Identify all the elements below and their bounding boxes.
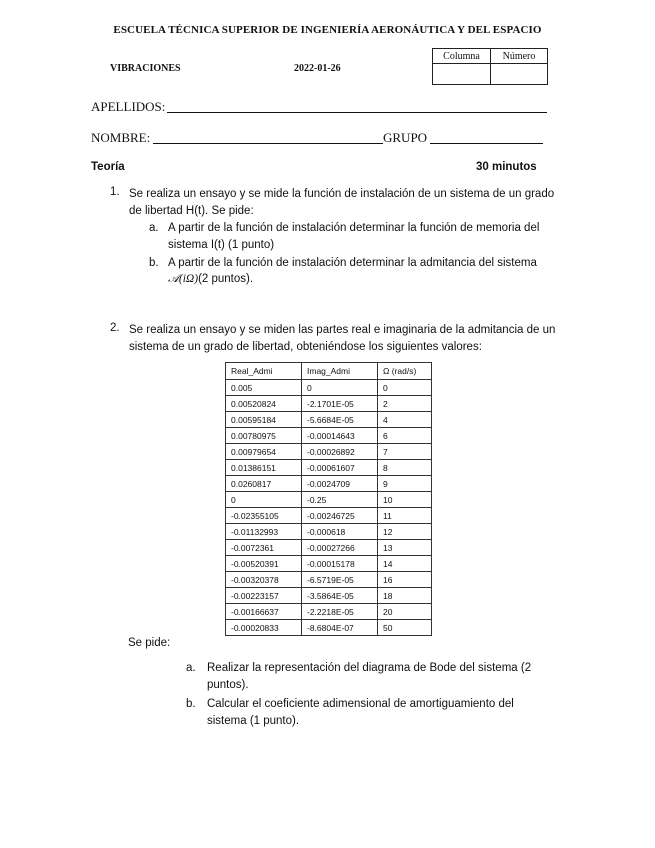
q2-line1: Se realiza un ensayo y se miden las partes real e imaginaria de la admitancia de un: [129, 324, 556, 336]
cell-imag: -8.6804E-07: [302, 620, 378, 636]
cell-real: 0.00520824: [226, 396, 302, 412]
cell-omega: 7: [378, 444, 432, 460]
cell-imag: -5.6684E-05: [302, 412, 378, 428]
cell-imag: -0.00015178: [302, 556, 378, 572]
table-row: [226, 460, 432, 476]
table-row: [226, 444, 432, 460]
table-row: [226, 380, 432, 396]
cell-omega: 2: [378, 396, 432, 412]
columna-numero-box: [432, 48, 548, 85]
cell-omega: 6: [378, 428, 432, 444]
cell-real: 0.0260817: [226, 476, 302, 492]
q2-line2: sistema de un grado de libertad, obteniéndose los siguientes valores:: [129, 341, 482, 353]
q1a-line1: A partir de la función de instalación determinar la función de memoria del: [168, 222, 540, 234]
cell-imag: -3.5864E-05: [302, 588, 378, 604]
table-row: [226, 588, 432, 604]
cell-real: -0.00320378: [226, 572, 302, 588]
cell-omega: 18: [378, 588, 432, 604]
cell-omega: 12: [378, 524, 432, 540]
exam-date: 2022-01-26: [294, 63, 341, 74]
header-imag: Imag_Admi: [302, 363, 378, 380]
cell-real: -0.00223157: [226, 588, 302, 604]
admittance-table: [225, 362, 432, 636]
columna-label: Columna: [433, 49, 491, 64]
cell-real: -0.01132993: [226, 524, 302, 540]
cell-omega: 4: [378, 412, 432, 428]
cell-imag: -0.00027266: [302, 540, 378, 556]
cell-real: 0.00780975: [226, 428, 302, 444]
cell-omega: 20: [378, 604, 432, 620]
table-row: [226, 604, 432, 620]
table-row: [226, 508, 432, 524]
table-row: [226, 620, 432, 636]
table-row: [226, 492, 432, 508]
cell-omega: 10: [378, 492, 432, 508]
header-omega: Ω (rad/s): [378, 363, 432, 380]
grupo-label: GRUPO: [383, 130, 428, 145]
q2b-letter: b.: [186, 698, 196, 710]
columna-field[interactable]: [433, 64, 491, 85]
q1a-letter: a.: [149, 222, 159, 234]
q2a-line2: puntos).: [207, 679, 249, 691]
cell-real: 0.00979654: [226, 444, 302, 460]
table-row: [226, 524, 432, 540]
table-row: [226, 476, 432, 492]
numero-field[interactable]: [491, 64, 548, 85]
cell-real: 0.005: [226, 380, 302, 396]
q1b-points: (2 puntos).: [198, 273, 254, 285]
cell-imag: -2.1701E-05: [302, 396, 378, 412]
numero-label: Número: [491, 49, 548, 64]
cell-omega: 11: [378, 508, 432, 524]
q1a-line2: sistema I(t) (1 punto): [168, 239, 275, 251]
cell-real: 0.01386151: [226, 460, 302, 476]
cell-real: -0.02355105: [226, 508, 302, 524]
q2b-line2: sistema (1 punto).: [207, 715, 300, 727]
cell-omega: 8: [378, 460, 432, 476]
q2a-line1: Realizar la representación del diagrama de Bode del sistema (2: [207, 662, 532, 674]
cell-imag: -0.00246725: [302, 508, 378, 524]
cell-omega: 13: [378, 540, 432, 556]
table-header-row: [226, 363, 432, 380]
apellidos-label: APELLIDOS:: [91, 99, 166, 114]
nombre-field[interactable]: [153, 143, 383, 144]
cell-omega: 14: [378, 556, 432, 572]
cell-real: 0.00595184: [226, 412, 302, 428]
cell-imag: 0: [302, 380, 378, 396]
q1-number: 1.: [110, 186, 120, 198]
cell-real: -0.00020833: [226, 620, 302, 636]
table-row: [226, 572, 432, 588]
cell-imag: -6.5719E-05: [302, 572, 378, 588]
q1b-letter: b.: [149, 257, 159, 269]
cell-omega: 9: [378, 476, 432, 492]
cell-real: -0.00166637: [226, 604, 302, 620]
cell-real: -0.00520391: [226, 556, 302, 572]
section-title: Teoría: [91, 161, 125, 173]
q2b-line1: Calcular el coeficiente adimensional de amortiguamiento del: [207, 698, 514, 710]
cell-real: -0.0072361: [226, 540, 302, 556]
subject-title: VIBRACIONES: [110, 63, 181, 74]
cell-imag: -0.000618: [302, 524, 378, 540]
cell-imag: -0.00014643: [302, 428, 378, 444]
q2a-letter: a.: [186, 662, 196, 674]
cell-imag: -0.0024709: [302, 476, 378, 492]
se-pide: Se pide:: [128, 637, 171, 649]
table-row: [226, 540, 432, 556]
cell-imag: -2.2218E-05: [302, 604, 378, 620]
q1-line2: de libertad H(t). Se pide:: [129, 205, 254, 217]
cell-imag: -0.00061607: [302, 460, 378, 476]
table-row: [226, 396, 432, 412]
table-row: [226, 556, 432, 572]
cell-imag: -0.00026892: [302, 444, 378, 460]
table-row: [226, 412, 432, 428]
admittance-symbol: 𝒜(iΩ): [168, 273, 199, 285]
cell-omega: 50: [378, 620, 432, 636]
q2-number: 2.: [110, 322, 120, 334]
apellidos-field[interactable]: [167, 112, 547, 113]
cell-omega: 16: [378, 572, 432, 588]
grupo-field[interactable]: [430, 143, 543, 144]
nombre-label: NOMBRE:: [91, 130, 151, 145]
q1-line1: Se realiza un ensayo y se mide la función de instalación de un sistema de un grado: [129, 188, 555, 200]
q1b-line2: [168, 271, 253, 288]
school-name: ESCUELA TÉCNICA SUPERIOR DE INGENIERÍA AERONÁUTICA Y DEL ESPACIO: [113, 24, 542, 36]
cell-real: 0: [226, 492, 302, 508]
header-real: Real_Admi: [226, 363, 302, 380]
cell-omega: 0: [378, 380, 432, 396]
cell-imag: -0.25: [302, 492, 378, 508]
q1b-line1: A partir de la función de instalación determinar la admitancia del sistema: [168, 257, 537, 269]
table-row: [226, 428, 432, 444]
section-time: 30 minutos: [476, 161, 537, 173]
